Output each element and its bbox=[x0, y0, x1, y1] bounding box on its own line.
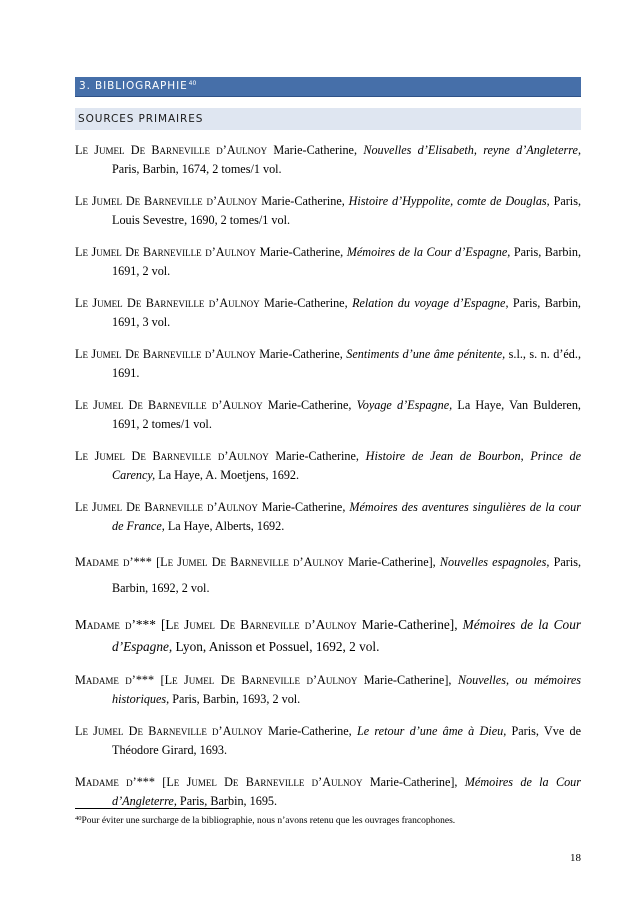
bibliography-entry bbox=[75, 671, 581, 709]
entry-author: Madame d’*** [Le Jumel De Barneville d’Aulnoy bbox=[75, 673, 358, 687]
entry-given: Marie-Catherine, bbox=[256, 245, 347, 259]
entry-title: Mémoires des aventures singulières de la cour de France, bbox=[112, 500, 581, 533]
bibliography-entry bbox=[75, 243, 581, 281]
footnote-separator bbox=[75, 808, 229, 809]
entry-title: Relation du voyage d’Espagne, bbox=[352, 296, 509, 310]
entry-publication: , Paris, Barbin, 1674, 2 tomes/1 vol. bbox=[112, 143, 581, 176]
entry-given: Marie-Catherine, bbox=[259, 296, 353, 310]
entry-author: Le Jumel De Barneville d’Aulnoy bbox=[75, 347, 256, 361]
bibliography-entry bbox=[75, 294, 581, 332]
entry-publication: Paris, Barbin, 1695. bbox=[176, 794, 278, 808]
bibliography-entry bbox=[75, 722, 581, 760]
entry-publication: La Haye, Van Bulderen, 1691, 2 tomes/1 vol. bbox=[112, 398, 581, 431]
entry-publication: La Haye, A. Moetjens, 1692. bbox=[155, 468, 300, 482]
entry-title: Histoire d’Hyppolite, comte de Douglas, bbox=[348, 194, 550, 208]
footnote-number: 40 bbox=[75, 815, 82, 822]
entry-publication: Paris, Barbin, 1692, 2 vol. bbox=[112, 555, 582, 595]
entry-title: Mémoires de la Cour d’Espagne, bbox=[112, 617, 582, 654]
entry-title: Le retour d’une âme à Dieu, bbox=[356, 724, 507, 738]
entry-author: Le Jumel De Barneville d’Aulnoy bbox=[75, 398, 263, 412]
entry-author: Le Jumel De Barneville d’Aulnoy bbox=[75, 245, 257, 259]
subheading: SOURCES PRIMAIRES bbox=[78, 113, 204, 125]
entry-given: Marie-Catherine, bbox=[255, 347, 347, 361]
entry-given: Marie-Catherine, bbox=[257, 194, 349, 208]
footnote bbox=[75, 815, 455, 826]
entry-title: Mémoires de la Cour d’Angleterre, bbox=[112, 775, 582, 808]
entry-title: Sentiments d’une âme pénitente, bbox=[346, 347, 506, 361]
entry-author: Le Jumel De Barneville d’Aulnoy bbox=[75, 500, 258, 514]
entry-given: Marie-Catherine], bbox=[356, 617, 463, 632]
entry-publication: Lyon, Anisson et Possuel, 1692, 2 vol. bbox=[172, 639, 380, 654]
entry-author: Le Jumel De Barneville d’Aulnoy bbox=[75, 724, 263, 738]
entry-title: Histoire de Jean de Bourbon, Prince de Carency, bbox=[112, 449, 581, 482]
entry-author: Le Jumel De Barneville d’Aulnoy bbox=[75, 194, 258, 208]
entry-title: Voyage d’Espagne, bbox=[356, 398, 453, 412]
bibliography-entry bbox=[75, 192, 581, 230]
entry-given: Marie-Catherine, bbox=[257, 500, 350, 514]
entry-author: Le Jumel De Barneville d’Aulnoy bbox=[75, 449, 269, 463]
entry-author: Madame d’*** [Le Jumel De Barneville d’Aulnoy bbox=[75, 555, 344, 569]
entry-title: Mémoires de la Cour d’Espagne, bbox=[346, 245, 511, 259]
bibliography-list bbox=[75, 141, 581, 824]
bibliography-entry bbox=[75, 614, 581, 658]
entry-given: Marie-Catherine], bbox=[362, 775, 465, 789]
footnote-ref[interactable]: 40 bbox=[188, 80, 197, 87]
entry-author: Madame d’*** [Le Jumel De Barneville d’Aulnoy bbox=[75, 617, 357, 632]
bibliography-entry bbox=[75, 447, 581, 485]
entry-given: Marie-Catherine], bbox=[357, 673, 458, 687]
bibliography-entry bbox=[75, 498, 581, 536]
entry-given: Marie-Catherine, bbox=[262, 724, 357, 738]
bibliography-entry bbox=[75, 141, 581, 179]
entry-given: Marie-Catherine, bbox=[262, 398, 357, 412]
bibliography-entry bbox=[75, 773, 581, 811]
entry-title: Nouvelles espagnoles, bbox=[439, 555, 550, 569]
entry-given: Marie-Catherine, bbox=[267, 143, 364, 157]
entry-author: Le Jumel De Barneville d’Aulnoy bbox=[75, 296, 260, 310]
subheading-bar bbox=[75, 108, 581, 130]
footnote-text: Pour éviter une surcharge de la bibliographie, nous n’avons retenu que les ouvrages francophones. bbox=[81, 816, 456, 826]
entry-publication: La Haye, Alberts, 1692. bbox=[164, 519, 285, 533]
entry-author: Madame d’*** [Le Jumel De Barneville d’Aulnoy bbox=[75, 775, 363, 789]
section-heading-label: 3. BIBLIOGRAPHIE bbox=[79, 80, 188, 92]
bibliography-entry bbox=[75, 396, 581, 434]
section-heading bbox=[79, 80, 196, 92]
entry-publication: Paris, Barbin, 1693, 2 vol. bbox=[169, 692, 301, 706]
entry-publication: Paris, Louis Sevestre, 1690, 2 tomes/1 vol. bbox=[112, 194, 581, 227]
entry-given: Marie-Catherine], bbox=[343, 555, 440, 569]
entry-publication: Paris, Vve de Théodore Girard, 1693. bbox=[112, 724, 581, 757]
entry-publication: Paris, Barbin, 1691, 2 vol. bbox=[112, 245, 582, 278]
entry-title: Nouvelles, ou mémoires historiques, bbox=[112, 673, 582, 706]
entry-publication: s.l., s. n. d’éd., 1691. bbox=[112, 347, 581, 380]
entry-author: Le Jumel De Barneville d’Aulnoy bbox=[75, 143, 268, 157]
bibliography-entry bbox=[75, 549, 581, 601]
entry-publication: Paris, Barbin, 1691, 3 vol. bbox=[112, 296, 581, 329]
entry-given: Marie-Catherine, bbox=[268, 449, 366, 463]
section-heading-bar bbox=[75, 77, 581, 97]
page-number: 18 bbox=[570, 852, 581, 864]
entry-title: Nouvelles d’Elisabeth, reyne d’Angleterre bbox=[363, 143, 578, 157]
bibliography-entry bbox=[75, 345, 581, 383]
